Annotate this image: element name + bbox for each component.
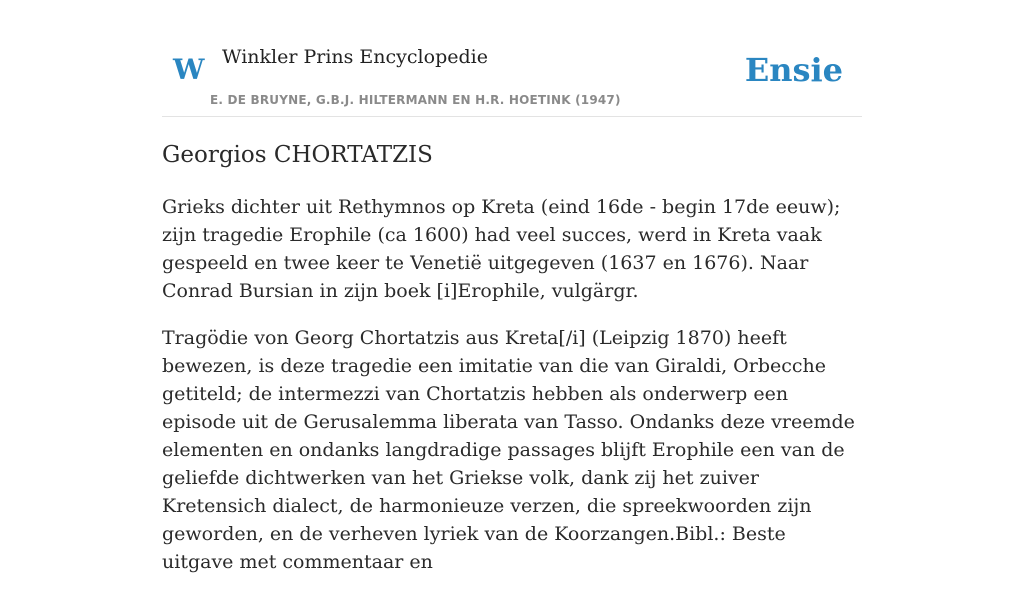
source-title[interactable]: Winkler Prins Encyclopedie bbox=[222, 46, 488, 68]
article-paragraph: Tragödie von Georg Chortatzis aus Kreta[/i] (Leipzig 1870) heeft bewezen, is deze tragedie een imitatie van die van Giraldi, Orbecche getiteld; de intermezzi van Chortatzis hebben als onderwerp een episode uit de Gerusalemma liberata van Tasso. Ondanks deze vreemde elementen en ondanks langdradige passages blijft Erophile een van de geliefde dichtwerken van het Griekse volk, dank zij het zuiver Kretensich dialect, de harmonieuze verzen, die spreekwoorden zijn geworden, en de verheven lyriek van de Koorzangen.Bibl.: Beste uitgave met commentaar en bbox=[162, 327, 855, 573]
header bbox=[162, 30, 862, 117]
article bbox=[162, 138, 862, 595]
article-title: Georgios CHORTATZIS bbox=[162, 142, 433, 168]
article-paragraph: Grieks dichter uit Rethymnos op Kreta (eind 16de - begin 17de eeuw); zijn tragedie Erophile (ca 1600) had veel succes, werd in Kreta vaak gespeeld en twee keer te Venetië uitgegeven (1637 en 1676). Naar Conrad Bursian in zijn boek [i]Erophile, vulgärgr. bbox=[162, 196, 841, 302]
source-logo-w[interactable]: W bbox=[173, 53, 205, 86]
ensie-logo[interactable]: Ensie bbox=[744, 51, 843, 89]
source-authors: E. DE BRUYNE, G.B.J. HILTERMANN EN H.R. HOETINK (1947) bbox=[210, 93, 621, 107]
